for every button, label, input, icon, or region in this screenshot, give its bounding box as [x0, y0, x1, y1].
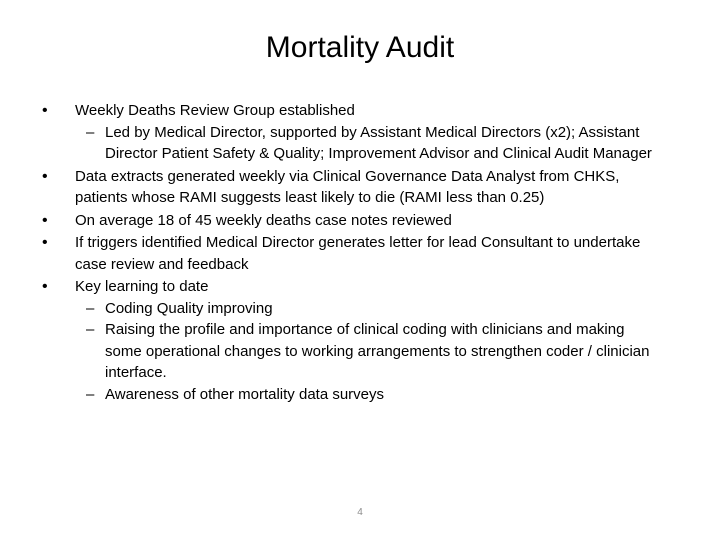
sub-bullet-marker: – [86, 299, 95, 317]
sub-bullet-item [40, 122, 660, 165]
sub-bullet-text: Awareness of other mortality data surveys [105, 385, 385, 403]
sub-bullet-item [40, 298, 660, 320]
bullet-list [40, 99, 660, 405]
slide-title: Mortality Audit [265, 31, 455, 64]
sub-bullet-text: Led by Medical Director, supported by Assistant Medical Directors (x2); Assistant Director Patient Safety & Quality; Improvement Advisor and Clinical Audit Manager [105, 123, 652, 162]
bullet-item [40, 232, 660, 275]
page-number: 4 [357, 507, 363, 518]
bullet-marker: • [42, 211, 48, 229]
bullet-text: Data extracts generated weekly via Clinical Governance Data Analyst from CHKS, patients whose RAMI suggests least likely to die (RAMI less than 0.25) [75, 167, 620, 206]
bullet-item [40, 210, 660, 232]
sub-bullet-text: Raising the profile and importance of clinical coding with clinicians and making some operational changes to working arrangements to strengthen coder / clinician interface. [105, 321, 650, 381]
bullet-text: If triggers identified Medical Director generates letter for lead Consultant to undertake case review and feedback [75, 234, 641, 273]
bullet-text: Key learning to date [75, 278, 209, 295]
sub-bullet-text: Coding Quality improving [105, 299, 273, 317]
sub-bullet-marker: – [86, 385, 95, 403]
bullet-marker: • [42, 167, 48, 185]
bullet-marker: • [42, 102, 48, 119]
bullet-text: On average 18 of 45 weekly deaths case notes reviewed [75, 211, 452, 229]
bullet-marker: • [42, 278, 48, 295]
sub-bullet-item [40, 319, 660, 384]
sub-bullet-marker: – [86, 123, 95, 141]
sub-bullet-marker: – [86, 321, 95, 338]
sub-bullet-item [40, 384, 660, 406]
bullet-item [40, 100, 660, 122]
bullet-text: Weekly Deaths Review Group established [75, 102, 355, 119]
bullet-item [40, 276, 660, 298]
bullet-marker: • [42, 234, 48, 251]
bullet-item [40, 166, 660, 209]
